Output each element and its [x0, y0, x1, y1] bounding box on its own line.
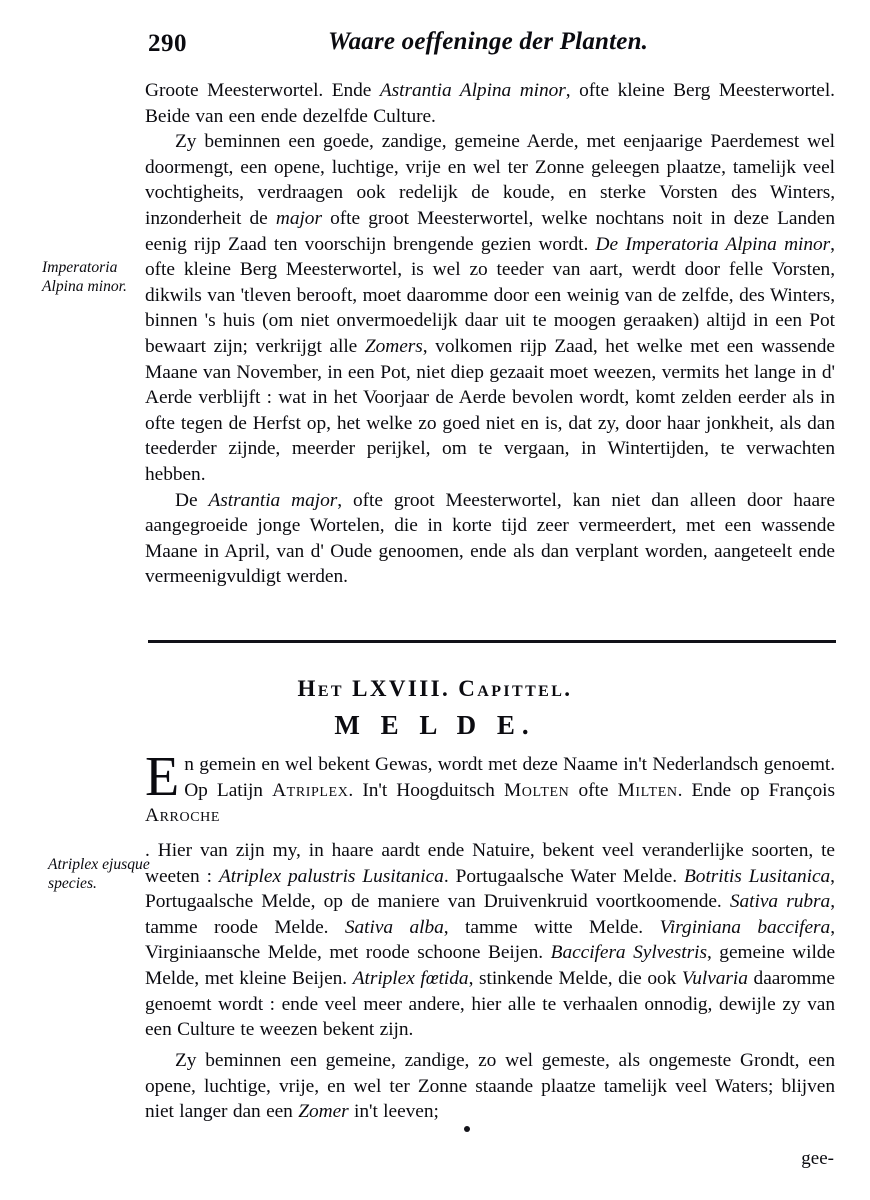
chapter-heading: Het LXVIII. Capittel.	[297, 676, 573, 701]
drop-cap: E	[145, 746, 180, 808]
body-column-top	[145, 78, 835, 590]
melde-p1-g: , Portugaalsche Melde, op de maniere van Druivenkruid voortkoomende.	[145, 865, 835, 913]
marginal-note-atriplex: Atriplex ejusque species.	[48, 856, 150, 892]
melde-paragraph-1-head	[145, 746, 836, 829]
paragraph-2-italic-2: De Imperatoria Alpina minor	[595, 233, 831, 255]
body-column-bottom	[145, 1048, 835, 1125]
melde-p1-d: . Ende op François	[677, 779, 836, 801]
paragraph-1-text-a: Groote Meesterwortel. Ende	[145, 80, 380, 101]
melde-p2-italic: Zomer	[298, 1101, 349, 1123]
melde-p1-italic-8: Vulvaria	[681, 967, 748, 989]
melde-p2-b: in't leeven;	[348, 1101, 439, 1123]
running-head-title: Waare oeffeninge der Planten.	[328, 28, 649, 55]
melde-p1-m: daaromme genoemt wordt : ende veel meer andere, hier alle te verhaalen onnodig, dewijle zy van een Culture te weezen bekent zijn.	[145, 967, 835, 1041]
melde-p1-e: . Hier van zijn my, in haare aardt ende Natuire, bekent veel veranderlijke soorten, te weeten :	[145, 840, 835, 887]
melde-p1-h: , tamme roode Melde.	[145, 891, 835, 938]
melde-p1-f: . Portugaalsche Water Melde.	[443, 865, 684, 887]
running-head	[0, 30, 870, 66]
page-number: 290	[148, 30, 187, 57]
chapter-title: M E L D E.	[334, 710, 536, 740]
paragraph-2-text-b: ofte groot Meesterwortel, welke nochtans noit in deze Landen eenig rijp Zaad ten voorschijn brengende gezien wordt.	[145, 207, 835, 255]
melde-p1-italic-3: Sativa rubra	[729, 891, 831, 913]
paragraph-1	[145, 78, 835, 129]
melde-paragraph-2	[145, 1048, 835, 1125]
paragraph-3-text-b: , ofte groot Meesterwortel, kan niet dan alleen door haare aangegroeide jonge Wortelen, die in korte tijd zeer vermeerdert, met een wassende Maane in April, van d' Oude genoomen, ende als dan verplant worden, aangeteelt ende vermeenigvuldigt werden.	[145, 489, 835, 588]
melde-p1-italic-1: Atriplex palustris Lusitanica	[218, 865, 444, 887]
melde-p1-c: ofte	[569, 779, 618, 801]
melde-paragraph-1-body	[145, 838, 835, 1043]
paragraph-3-text-a: De	[175, 489, 209, 511]
melde-p1-smallcaps-2: Molten	[503, 779, 570, 801]
marginal-note-imperatoria: Imperatoria Alpina minor.	[42, 259, 127, 295]
center-dot-ornament	[464, 1126, 470, 1132]
paragraph-2-text-a: Zy beminnen een goede, zandige, gemeine Aerde, met eenjaarige Paerdemest wel doormengt, een opene, luchtige, vrije en wel ter Zonne geleegen plaatze, tamelijk veel vochtigheits, verdraagen ook redelijk de koude, en sterke Vorsten des Winters, inzonderheit de	[145, 131, 835, 229]
body-column-dropcap	[145, 746, 836, 829]
paragraph-2	[145, 129, 835, 487]
body-column-melde-list	[145, 838, 835, 1043]
melde-p1-italic-5: Virginiana baccifera	[659, 916, 831, 938]
melde-p1-italic-2: Botritis Lusitanica	[684, 865, 831, 887]
section-divider-rule	[148, 640, 836, 643]
melde-p1-a: n gemein en wel bekent Gewas, wordt met deze Naame in't Nederlandsch genoemt. Op Latijn	[184, 754, 835, 801]
melde-p1-b: . In't Hoogduitsch	[348, 779, 504, 801]
paragraph-1-text-b: , ofte kleine Berg Meesterwortel. Beide van een ende dezelfde Culture.	[145, 80, 835, 127]
melde-p1-i: , tamme witte Melde.	[443, 916, 660, 938]
melde-p1-smallcaps-1: Atriplex	[272, 779, 349, 801]
paragraph-2-text-d: , volkomen rijp Zaad, het welke met een wassende Maane van November, in een Pot, niet diep gezaait moet weezen, vermits het lange in d' Aerde verblijft : wat in het Voorjaar de Aerde bevolen wordt, komt zelden eerder als in ofte tegen de Herfst op, het welke zo goed niet en is, dat zy, door haar jonkheit, als dan teederder zijnde, meerder perijkel, om te vergaan, in Wintertijden, te verwachten hebben.	[145, 335, 835, 485]
paragraph-3-italic: Astrantia major	[208, 489, 338, 511]
catchword: gee-	[801, 1148, 834, 1169]
melde-p1-smallcaps-4: Arroche	[145, 805, 220, 827]
paragraph-2-italic-3: Zomers	[364, 335, 423, 357]
paragraph-2-text-c: , ofte kleine Berg Meesterwortel, is wel zo teeder van aart, werdt door felle Vorsten, dikwils van 'tleven berooft, moet daaromme door een weinig van de zelfde, des Winters, binnen 's huis (om niet onvermoedelijk daar uit te moogen geraaken) altijd in een Pot bewaart zijn; verkrijgt alle	[145, 233, 835, 357]
melde-p1-smallcaps-3: Milten	[617, 779, 678, 801]
melde-p1-j: , Virginiaansche Melde, met roode schoone Beijen.	[145, 916, 835, 964]
melde-p1-italic-6: Baccifera Sylvestris	[550, 942, 707, 964]
paragraph-2-italic-1: major	[275, 207, 322, 229]
melde-p1-italic-7: Atriplex fœtida	[352, 967, 469, 989]
melde-p2-a: Zy beminnen een gemeine, zandige, zo wel gemeste, als ongemeste Grondt, een opene, luchtige, vrije, en wel ter Zonne staande plaatze tamelijk veel Waters; blijven niet langer dan een	[145, 1050, 835, 1123]
melde-p1-l: , stinkende Melde, die ook	[468, 967, 682, 989]
paragraph-1-italic: Astrantia Alpina minor	[379, 80, 566, 101]
melde-p1-k: , gemeine wilde Melde, met kleine Beijen.	[145, 942, 836, 989]
paragraph-3	[145, 488, 835, 590]
melde-p1-italic-4: Sativa alba	[344, 916, 444, 938]
